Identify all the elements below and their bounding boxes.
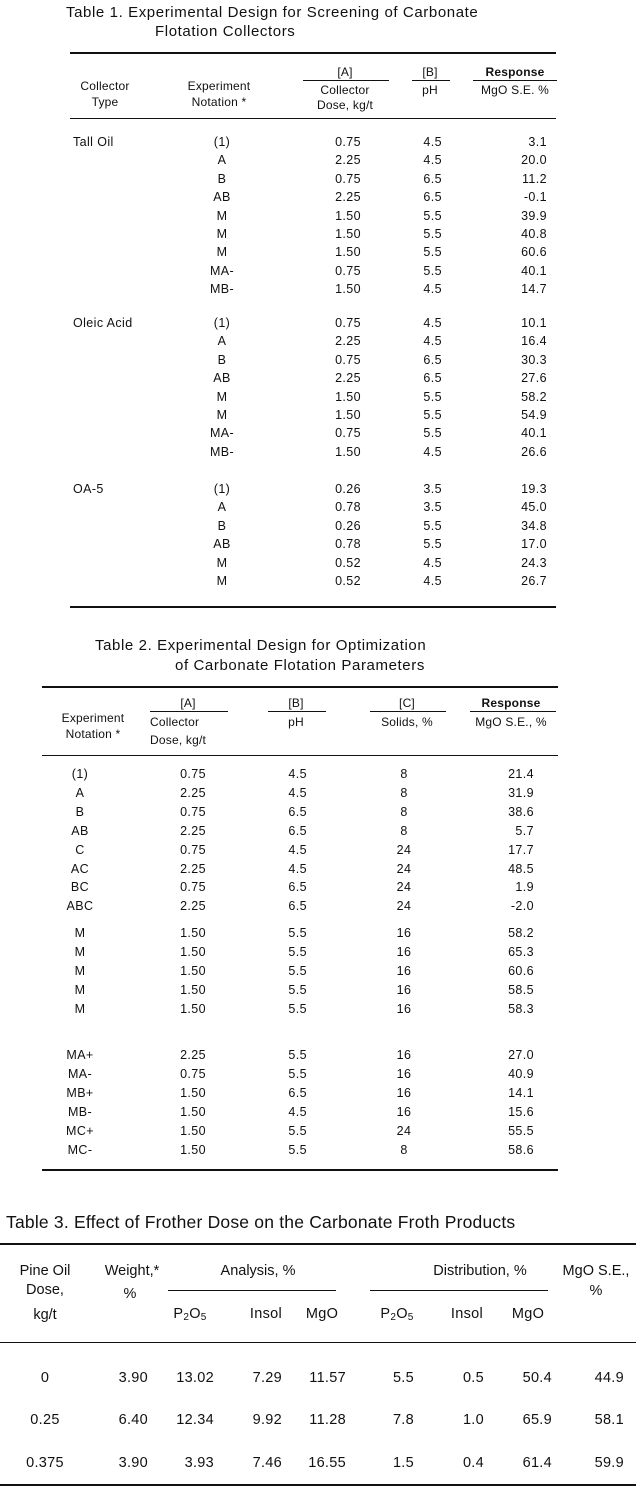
- ph-value: 6.5: [288, 805, 307, 819]
- solids-percent: 8: [400, 767, 408, 781]
- t1-header-dose-rule: [303, 80, 389, 81]
- mgo-se-response: 58.3: [508, 1002, 534, 1016]
- experiment-notation: M: [216, 390, 228, 404]
- table-2-title-line-2: of Carbonate Flotation Parameters: [175, 657, 425, 674]
- mgo-se-response: 58.5: [508, 983, 534, 997]
- ph-value: 5.5: [423, 264, 442, 278]
- ph-value: 6.5: [288, 1086, 307, 1100]
- t3-header-se-1: MgO S.E.,: [562, 1263, 630, 1279]
- t2-header-ph-rule: [268, 711, 326, 712]
- collector-dose: 0.75: [335, 135, 361, 149]
- ph-value: 5.5: [423, 209, 442, 223]
- mgo-se: 44.9: [594, 1370, 624, 1386]
- solids-percent: 16: [396, 945, 412, 959]
- ph-value: 5.5: [288, 1143, 307, 1157]
- collector-dose: 0.75: [335, 264, 361, 278]
- mgo-se-response: 60.6: [521, 245, 547, 259]
- mgo-se-response: 17.0: [521, 537, 547, 551]
- collector-dose: 0.75: [335, 426, 361, 440]
- ph-value: 5.5: [423, 519, 442, 533]
- mgo-se-response: 58.2: [521, 390, 547, 404]
- collector-dose: 0.75: [335, 172, 361, 186]
- t1-header-response-rule: [473, 80, 557, 81]
- mgo-se-response: 17.7: [508, 843, 534, 857]
- ph-value: 6.5: [288, 824, 307, 838]
- ph-value: 5.5: [288, 1067, 307, 1081]
- distribution-insol-header: Insol: [450, 1306, 484, 1322]
- experiment-notation: MB-: [209, 445, 235, 459]
- mgo-se-response: 3.1: [528, 135, 547, 149]
- ph-value: 5.5: [288, 945, 307, 959]
- experiment-notation: M: [216, 556, 228, 570]
- ph-value: 5.5: [423, 245, 442, 259]
- t3-header-analysis-rule: [168, 1290, 336, 1291]
- t3-header-pine-2: Dose,: [26, 1282, 64, 1298]
- mgo-se-response: 14.7: [521, 282, 547, 296]
- t1-header-ph-rule: [412, 80, 450, 81]
- collector-type: Oleic Acid: [73, 316, 133, 330]
- solids-percent: 8: [400, 786, 408, 800]
- pine-oil-dose: 0.375: [26, 1455, 64, 1471]
- mgo-se-response: 30.3: [521, 353, 547, 367]
- table-1-top-rule: [70, 52, 556, 54]
- ph-value: 3.5: [423, 500, 442, 514]
- collector-dose: 1.50: [335, 408, 361, 422]
- table-2-bottom-rule: [42, 1169, 558, 1171]
- ph-value: 5.5: [288, 926, 307, 940]
- table-1-header-rule: [70, 118, 556, 119]
- collector-dose: 2.25: [335, 334, 361, 348]
- experiment-notation: MA-: [209, 426, 235, 440]
- solids-percent: 24: [396, 880, 412, 894]
- analysis-mgo: 11.57: [309, 1370, 346, 1386]
- ph-value: 4.5: [423, 282, 442, 296]
- solids-percent: 24: [396, 862, 412, 876]
- experiment-notation: M: [216, 245, 228, 259]
- weight-percent: 3.90: [118, 1455, 148, 1471]
- experiment-notation: M: [74, 983, 86, 997]
- t1-header-notation-1: Experiment: [187, 79, 251, 93]
- t2-header-response-rule: [470, 711, 556, 712]
- t2-header-response-1: Response: [481, 696, 541, 710]
- t1-header-response-1: Response: [485, 65, 545, 79]
- t2-header-ph-tag: [B]: [288, 696, 304, 710]
- ph-value: 4.5: [423, 445, 442, 459]
- collector-dose: 2.25: [335, 190, 361, 204]
- table-1-bottom-rule: [70, 606, 556, 608]
- solids-percent: 24: [396, 899, 412, 913]
- distribution-insol: 1.0: [462, 1412, 484, 1428]
- mgo-se-response: 10.1: [521, 316, 547, 330]
- experiment-notation: MB-: [209, 282, 235, 296]
- weight-percent: 6.40: [118, 1412, 148, 1428]
- ph-value: 4.5: [288, 1105, 307, 1119]
- mgo-se-response: 27.6: [521, 371, 547, 385]
- analysis-insol: 7.46: [252, 1455, 282, 1471]
- collector-dose: 0.75: [180, 843, 206, 857]
- collector-dose: 1.50: [180, 1002, 206, 1016]
- collector-dose: 1.50: [180, 1086, 206, 1100]
- t2-header-notation-2: Notation *: [65, 727, 121, 741]
- distribution-p2o5: 7.8: [392, 1412, 414, 1428]
- solids-percent: 8: [400, 1143, 408, 1157]
- t2-header-ph-1: pH: [288, 715, 304, 729]
- distribution-mgo-header: MgO: [511, 1306, 545, 1322]
- ph-value: 5.5: [288, 1002, 307, 1016]
- collector-dose: 1.50: [180, 1124, 206, 1138]
- t2-header-solids-rule: [370, 711, 446, 712]
- t1-header-dose-1: Collector: [320, 83, 370, 97]
- collector-dose: 0.78: [335, 500, 361, 514]
- ph-value: 4.5: [423, 135, 442, 149]
- mgo-se-response: 20.0: [521, 153, 547, 167]
- t1-header-dose-tag: [A]: [337, 65, 353, 79]
- ph-value: 4.5: [423, 153, 442, 167]
- mgo-se: 58.1: [594, 1412, 624, 1428]
- collector-dose: 2.25: [180, 862, 206, 876]
- experiment-notation: (1): [213, 316, 231, 330]
- experiment-notation: M: [216, 209, 228, 223]
- analysis-mgo-header: MgO: [305, 1306, 339, 1322]
- collector-dose: 1.50: [180, 1143, 206, 1157]
- ph-value: 4.5: [288, 843, 307, 857]
- experiment-notation: (1): [213, 135, 231, 149]
- collector-dose: 0.52: [335, 574, 361, 588]
- distribution-mgo: 61.4: [522, 1455, 552, 1471]
- experiment-notation: C: [75, 843, 85, 857]
- mgo-se-response: -2.0: [510, 899, 534, 913]
- mgo-se-response: 58.6: [508, 1143, 534, 1157]
- mgo-se-response: 40.1: [521, 264, 547, 278]
- t3-header-weight-2: %: [123, 1286, 137, 1302]
- mgo-se-response: 27.0: [508, 1048, 534, 1062]
- collector-dose: 2.25: [335, 153, 361, 167]
- t2-header-notation-1: Experiment: [61, 711, 125, 725]
- t1-header-ph-tag: [B]: [422, 65, 438, 79]
- table-3-bottom-rule: [0, 1484, 636, 1486]
- t2-header-dose-2: Dose, kg/t: [150, 733, 207, 747]
- experiment-notation: M: [74, 964, 86, 978]
- collector-dose: 1.50: [180, 1105, 206, 1119]
- ph-value: 5.5: [423, 390, 442, 404]
- t1-header-response-2: MgO S.E. %: [480, 83, 550, 97]
- mgo-se-response: 54.9: [521, 408, 547, 422]
- ph-value: 5.5: [288, 1124, 307, 1138]
- collector-dose: 2.25: [180, 899, 206, 913]
- ph-value: 4.5: [423, 334, 442, 348]
- mgo-se-response: 38.6: [508, 805, 534, 819]
- collector-dose: 1.50: [335, 227, 361, 241]
- collector-dose: 0.26: [335, 482, 361, 496]
- mgo-se-response: -0.1: [523, 190, 547, 204]
- experiment-notation: B: [217, 519, 227, 533]
- experiment-notation: MA+: [66, 1048, 94, 1062]
- t3-header-weight-1: Weight,*: [104, 1263, 160, 1279]
- t1-header-type-1: Collector: [80, 79, 130, 93]
- solids-percent: 16: [396, 1067, 412, 1081]
- ph-value: 6.5: [288, 899, 307, 913]
- table-2-title-line-1: Table 2. Experimental Design for Optimization: [95, 637, 427, 654]
- ph-value: 6.5: [423, 172, 442, 186]
- collector-dose: 2.25: [180, 1048, 206, 1062]
- collector-dose: 1.50: [335, 390, 361, 404]
- mgo-se-response: 34.8: [521, 519, 547, 533]
- experiment-notation: B: [217, 172, 227, 186]
- solids-percent: 8: [400, 805, 408, 819]
- mgo-se-response: 26.6: [521, 445, 547, 459]
- t3-header-pine-3: kg/t: [33, 1307, 57, 1323]
- ph-value: 4.5: [423, 316, 442, 330]
- experiment-notation: AB: [213, 190, 231, 204]
- experiment-notation: BC: [70, 880, 90, 894]
- experiment-notation: M: [216, 408, 228, 422]
- experiment-notation: AB: [71, 824, 89, 838]
- distribution-mgo: 65.9: [522, 1412, 552, 1428]
- mgo-se-response: 26.7: [521, 574, 547, 588]
- ph-value: 4.5: [423, 556, 442, 570]
- t3-header-distribution: Distribution, %: [433, 1263, 527, 1279]
- collector-dose: 1.50: [180, 926, 206, 940]
- distribution-p2o5-header: $P_2O_5$: [380, 1306, 414, 1323]
- t2-header-dose-tag: [A]: [180, 696, 196, 710]
- analysis-insol: 7.29: [252, 1370, 282, 1386]
- experiment-notation: (1): [71, 767, 89, 781]
- t2-header-solids-1: Solids, %: [381, 715, 433, 729]
- analysis-p2o5: 13.02: [176, 1370, 214, 1386]
- experiment-notation: A: [217, 500, 227, 514]
- experiment-notation: ABC: [66, 899, 94, 913]
- collector-dose: 0.75: [180, 805, 206, 819]
- mgo-se-response: 55.5: [508, 1124, 534, 1138]
- experiment-notation: B: [75, 805, 85, 819]
- experiment-notation: (1): [213, 482, 231, 496]
- t1-header-ph-1: pH: [422, 83, 438, 97]
- t3-header-analysis: Analysis, %: [220, 1263, 296, 1279]
- collector-dose: 1.50: [335, 245, 361, 259]
- collector-dose: 1.50: [180, 945, 206, 959]
- t3-header-pine-1: Pine Oil: [19, 1263, 71, 1279]
- collector-dose: 1.50: [180, 983, 206, 997]
- weight-percent: 3.90: [118, 1370, 148, 1386]
- table-2-top-rule: [42, 686, 558, 688]
- collector-dose: 2.25: [335, 371, 361, 385]
- experiment-notation: A: [217, 153, 227, 167]
- analysis-mgo: 16.55: [308, 1455, 346, 1471]
- mgo-se-response: 45.0: [521, 500, 547, 514]
- analysis-p2o5-header: $P_2O_5$: [173, 1306, 207, 1323]
- ph-value: 5.5: [288, 1048, 307, 1062]
- solids-percent: 16: [396, 1002, 412, 1016]
- mgo-se-response: 58.2: [508, 926, 534, 940]
- experiment-notation: AC: [70, 862, 90, 876]
- experiment-notation: M: [74, 945, 86, 959]
- ph-value: 6.5: [423, 190, 442, 204]
- mgo-se-response: 19.3: [521, 482, 547, 496]
- collector-dose: 1.50: [335, 282, 361, 296]
- pine-oil-dose: 0.25: [30, 1412, 60, 1428]
- solids-percent: 8: [400, 824, 408, 838]
- collector-dose: 0.78: [335, 537, 361, 551]
- collector-dose: 0.75: [180, 767, 206, 781]
- ph-value: 4.5: [288, 767, 307, 781]
- collector-dose: 0.75: [335, 316, 361, 330]
- experiment-notation: MC+: [66, 1124, 94, 1138]
- pine-oil-dose: 0: [40, 1370, 50, 1386]
- table-1-title-line-2: Flotation Collectors: [155, 23, 296, 40]
- collector-dose: 1.50: [180, 964, 206, 978]
- collector-dose: 0.26: [335, 519, 361, 533]
- t2-header-dose-rule: [150, 711, 228, 712]
- distribution-p2o5: 1.5: [392, 1455, 414, 1471]
- mgo-se-response: 11.2: [521, 172, 547, 186]
- ph-value: 4.5: [288, 786, 307, 800]
- mgo-se-response: 40.1: [521, 426, 547, 440]
- experiment-notation: M: [216, 574, 228, 588]
- mgo-se-response: 39.9: [521, 209, 547, 223]
- t3-header-distribution-rule: [370, 1290, 548, 1291]
- ph-value: 5.5: [423, 408, 442, 422]
- mgo-se-response: 5.7: [515, 824, 534, 838]
- experiment-notation: M: [74, 1002, 86, 1016]
- experiment-notation: AB: [213, 371, 231, 385]
- collector-dose: 2.25: [180, 786, 206, 800]
- analysis-insol-header: Insol: [249, 1306, 283, 1322]
- mgo-se-response: 24.3: [521, 556, 547, 570]
- analysis-p2o5: 12.34: [176, 1412, 214, 1428]
- analysis-p2o5: 3.93: [184, 1455, 214, 1471]
- mgo-se-response: 15.6: [508, 1105, 534, 1119]
- mgo-se: 59.9: [594, 1455, 624, 1471]
- solids-percent: 16: [396, 1048, 412, 1062]
- experiment-notation: A: [217, 334, 227, 348]
- collector-dose: 1.50: [335, 445, 361, 459]
- mgo-se-response: 60.6: [508, 964, 534, 978]
- ph-value: 3.5: [423, 482, 442, 496]
- t1-header-notation-2: Notation *: [191, 95, 247, 109]
- ph-value: 5.5: [423, 227, 442, 241]
- experiment-notation: B: [217, 353, 227, 367]
- mgo-se-response: 1.9: [515, 880, 534, 894]
- mgo-se-response: 40.9: [508, 1067, 534, 1081]
- mgo-se-response: 21.4: [508, 767, 534, 781]
- mgo-se-response: 40.8: [521, 227, 547, 241]
- ph-value: 5.5: [288, 964, 307, 978]
- experiment-notation: AB: [213, 537, 231, 551]
- mgo-se-response: 14.1: [508, 1086, 534, 1100]
- t2-header-response-2: MgO S.E., %: [475, 715, 547, 729]
- collector-type: OA-5: [73, 482, 104, 496]
- solids-percent: 16: [396, 983, 412, 997]
- distribution-p2o5: 5.5: [392, 1370, 414, 1386]
- collector-dose: 0.75: [180, 880, 206, 894]
- experiment-notation: M: [216, 227, 228, 241]
- mgo-se-response: 65.3: [508, 945, 534, 959]
- solids-percent: 24: [396, 843, 412, 857]
- collector-dose: 0.75: [335, 353, 361, 367]
- analysis-mgo: 11.28: [309, 1412, 346, 1428]
- experiment-notation: M: [74, 926, 86, 940]
- collector-dose: 0.52: [335, 556, 361, 570]
- ph-value: 5.5: [423, 537, 442, 551]
- distribution-insol: 0.4: [462, 1455, 484, 1471]
- distribution-insol: 0.5: [462, 1370, 484, 1386]
- solids-percent: 16: [396, 926, 412, 940]
- experiment-notation: MC-: [67, 1143, 93, 1157]
- distribution-mgo: 50.4: [522, 1370, 552, 1386]
- t1-header-dose-2: Dose, kg/t: [316, 98, 374, 112]
- ph-value: 6.5: [423, 371, 442, 385]
- t3-header-se-2: %: [589, 1283, 603, 1299]
- experiment-notation: MB+: [66, 1086, 94, 1100]
- table-2-header-rule: [42, 755, 558, 756]
- analysis-insol: 9.92: [252, 1412, 282, 1428]
- experiment-notation: MB-: [67, 1105, 93, 1119]
- ph-value: 5.5: [288, 983, 307, 997]
- table-3-top-rule: [0, 1243, 636, 1245]
- solids-percent: 24: [396, 1124, 412, 1138]
- solids-percent: 16: [396, 1105, 412, 1119]
- collector-dose: 1.50: [335, 209, 361, 223]
- mgo-se-response: 16.4: [521, 334, 547, 348]
- experiment-notation: A: [75, 786, 85, 800]
- table-1-title-line-1: Table 1. Experimental Design for Screening of Carbonate: [66, 4, 479, 21]
- t2-header-dose-1: Collector: [150, 715, 200, 729]
- ph-value: 6.5: [288, 880, 307, 894]
- table-3-header-rule: [0, 1342, 636, 1343]
- mgo-se-response: 48.5: [508, 862, 534, 876]
- collector-type: Tall Oil: [73, 135, 114, 149]
- t2-header-solids-tag: [C]: [399, 696, 415, 710]
- ph-value: 6.5: [423, 353, 442, 367]
- mgo-se-response: 31.9: [508, 786, 534, 800]
- collector-dose: 0.75: [180, 1067, 206, 1081]
- ph-value: 5.5: [423, 426, 442, 440]
- ph-value: 4.5: [423, 574, 442, 588]
- solids-percent: 16: [396, 964, 412, 978]
- table-3-title: Table 3. Effect of Frother Dose on the Carbonate Froth Products: [6, 1212, 516, 1232]
- t1-header-type-2: Type: [91, 95, 119, 109]
- experiment-notation: MA-: [209, 264, 235, 278]
- experiment-notation: MA-: [67, 1067, 93, 1081]
- solids-percent: 16: [396, 1086, 412, 1100]
- ph-value: 4.5: [288, 862, 307, 876]
- collector-dose: 2.25: [180, 824, 206, 838]
